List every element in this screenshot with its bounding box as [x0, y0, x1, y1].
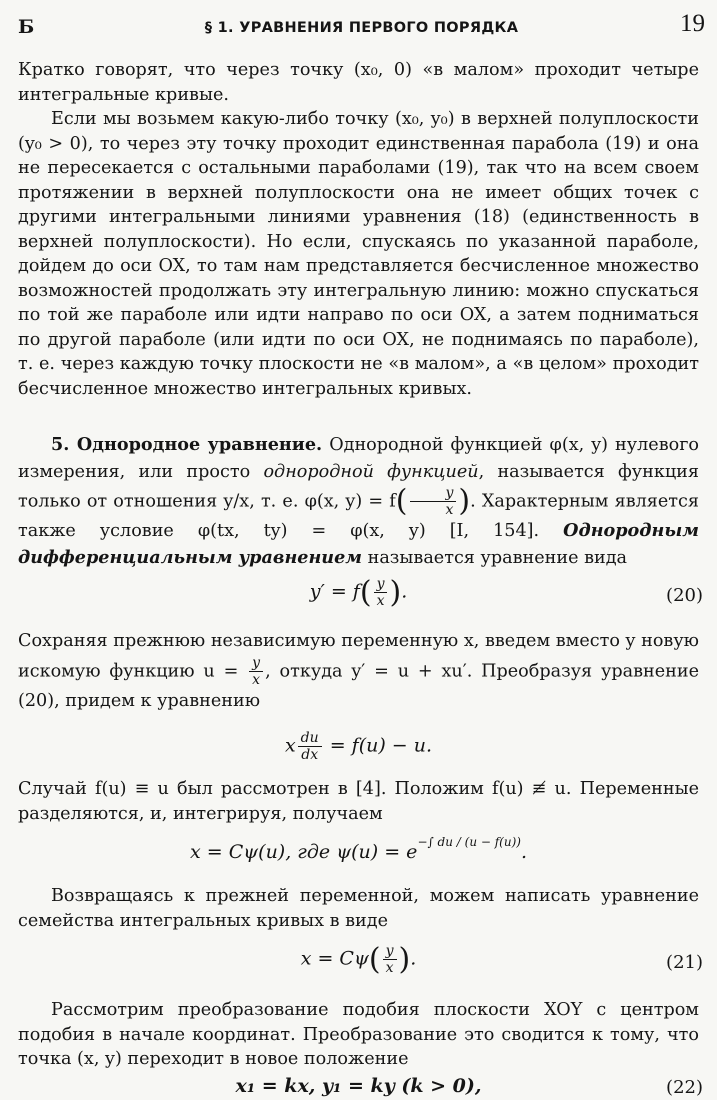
equation-label-22: (22) — [666, 1077, 703, 1098]
term-homogeneous-equation: Однородным дифференциальным уравнением — [18, 520, 699, 568]
fraction-y-x: $\frac{y}{x}$ — [410, 485, 457, 518]
equation-label-20: (20) — [666, 585, 703, 606]
section-text-a: Однородной функцией φ(x, y) нулевого измерения, или просто — [18, 435, 700, 482]
equation-psi: x = Cψ(u), где $\psi(u) = e^{-\int du / (u - f(u))}$. — [190, 835, 527, 863]
fraction-u: $\frac{y}{x}$ — [249, 655, 263, 688]
paragraph-3: Сохраняя прежнюю независимую переменную x, введем вместо y новую искомую функцию u = $\frac{y}{x}$ , откуда y′ = u + xu′. Преобразуя уравнение (20), придем к уравнению — [18, 631, 700, 711]
page-number: 19 — [680, 10, 705, 37]
section-text-c: . Характерным является также условие φ(tx, ty) = φ(x, y) [I, 154]. — [18, 491, 699, 541]
section-paragraph: 5. Однородное уравнение. Однородной функцией φ(x, y) нулевого измерения, или просто однородной функцией, называется функция только от отношения y/x, т. е. φ(x, y) = f( $\frac{y}{x}$ ). Характерным является также условие φ(tx, ty) = φ(x, y) [I, 154]. Однородным дифференциальным уравнением называется уравнение вида — [18, 434, 700, 568]
equation-20: y′ = f( $\frac{y}{x}$ ). — [309, 575, 408, 610]
header-title: § 1. УРАВНЕНИЯ ПЕРВОГО ПОРЯДКА — [204, 20, 519, 36]
equation-label-21: (21) — [666, 952, 703, 973]
equation-21: x = Cψ( $\frac{y}{x}$ ). — [300, 942, 417, 977]
equation-substituted: x $\frac{du}{dx}$ = f(u) − u. — [284, 730, 433, 763]
page-header — [18, 10, 705, 44]
paragraph-5: Возвращаясь к прежней переменной, можем написать уравнение семейства интегральных кривых в виде — [18, 886, 699, 931]
equation-22: x₁ = kx, y₁ = ky (k > 0), — [235, 1075, 482, 1097]
paragraph-6: Рассмотрим преобразование подобия плоскости XOY с центром подобия в начале координат. Преобразование это сводится к тому, что точка (x, y) переходит в новое положение — [18, 1000, 699, 1069]
paragraph-1: Кратко говорят, что через точку (x₀, 0) «в малом» проходит четыре интегральные кривые. — [18, 60, 699, 105]
section-text-b: , называется функция только от отношения y/x, т. е. φ(x, y) = f — [18, 461, 700, 512]
section-text-d: называется уравнение вида — [367, 547, 628, 568]
section-heading: 5. Однородное уравнение. — [51, 434, 323, 455]
paragraph-4: Случай f(u) ≡ u был рассмотрен в [4]. Положим f(u) ≢ u. Переменные разделяются, и, интегрируя, получаем — [18, 779, 699, 824]
header-mark: Б — [18, 16, 35, 38]
term-homogeneous-function: однородной функцией — [263, 461, 479, 482]
paragraph-2: Если мы возьмем какую-либо точку (x₀, y₀) в верхней полуплоскости (y₀ > 0), то через эту точку проходит единственная парабола (19) и она не пересекается с остальными параболами (19), так что на всем своем протяжении в верхней полуплоскости она не имеет общих точек с другими интегральными линиями уравнения (18) (единственность в верхней полуплоскости). Но если, спускаясь по указанной параболе, дойдем до оси OX, то там нам представляется бесчисленное множество возможностей продолжать эту интегральную линию: можно спускаться по той же параболе или идти направо по оси OX, а затем подниматься по другой параболе (или идти по оси OX, не поднимаясь по параболе), т. е. через каждую точку плоскости не «в малом», а «в целом» проходит бесчисленное множество интегральных кривых. — [18, 109, 699, 399]
